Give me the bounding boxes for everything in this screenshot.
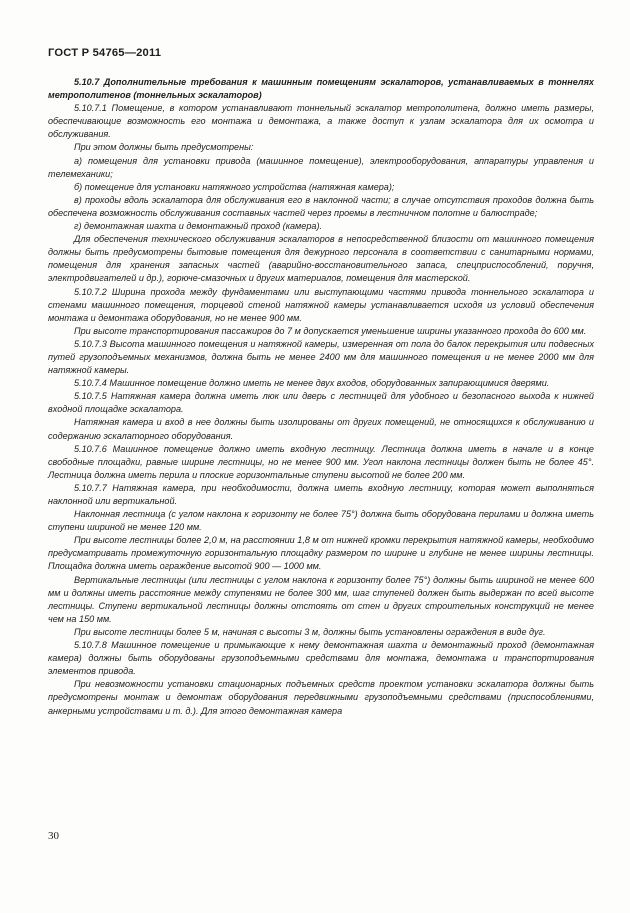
list-item: а) помещения для установки привода (машинное помещение), электрооборудования, аппаратуры управления и телемеханики;	[48, 155, 594, 179]
paragraph: При этом должны быть предусмотрены:	[74, 142, 254, 153]
list-item: г) демонтажная шахта и демонтажный проход (камера).	[74, 221, 323, 232]
paragraph: 5.10.7.8 Машинное помещение и примыкающие к нему демонтажная шахта и демонтажный проход (демонтажная камера) должны быть оборудованы грузоподъемными средствами для монтажа, демонтажа и транспортирования элементов привода.	[48, 640, 594, 677]
paragraph: 5.10.7.2 Ширина прохода между фундаментами или выступающими частями привода тоннельного эскалатора и стенами машинного помещения, торцевой стеной натяжной камеры устанавливается исходя из условий обеспечения монтажа и демонтажа оборудования, но не менее 900 мм.	[48, 286, 594, 323]
paragraph: 5.10.7.4 Машинное помещение должно иметь не менее двух входов, оборудованных запирающимися дверями.	[74, 378, 550, 389]
paragraph: При высоте лестницы более 2,0 м, на расстоянии 1,8 м от нижней кромки перекрытия натяжной камеры, необходимо предусматривать промежуточную горизонтальную площадку размером по ширине и глубине не менее ширины лестницы. Площадка должна иметь ограждение высотой 900 — 1000 мм.	[48, 535, 594, 572]
document-body	[48, 76, 594, 718]
paragraph: Наклонная лестница (с углом наклона к горизонту не более 75°) должна быть оборудована перилами и должна иметь ступени шириной не менее 120 мм.	[48, 509, 594, 533]
paragraph: 5.10.7.5 Натяжная камера должна иметь люк или дверь с лестницей для удобного и безопасного выхода к нижней входной площадке эскалатора.	[48, 391, 594, 415]
paragraph: 5.10.7.6 Машинное помещение должно иметь входную лестницу. Лестница должна иметь в начале и в конце свободные площадки, равные ширине лестницы, но не менее 900 мм. Угол наклона лестницы должен быть не более 45°. Лестница должна иметь перила и плоские горизонтальные ступени высотой не более 200 мм.	[48, 443, 594, 480]
list-item: б) помещение для установки натяжного устройства (натяжная камера);	[74, 181, 395, 192]
paragraph: 5.10.7.3 Высота машинного помещения и натяжной камеры, измеренная от пола до балок перекрытия или подвесных путей грузоподъемных механизмов, должна быть не менее 2400 мм для машинного помещения и не менее 2000 мм для натяжной камеры.	[48, 338, 594, 376]
page-number: 30	[48, 830, 59, 842]
list-item: в) проходы вдоль эскалатора для обслуживания его в наклонной части; в случае отсутствия проходов должна быть обеспечена возможность обслуживания составных частей через проемы в лестничном полотне и балюстраде;	[48, 194, 594, 218]
paragraph: Для обеспечения технического обслуживания эскалаторов в непосредственной близости от машинного помещения должны быть предусмотрены бытовые помещения для дежурного персонала в соответствии с санитарными нормами, помещения для хранения запасных частей (аварийно-восстановительного запаса, спецприспособлений, поручня, электродвигателей и др.), горюче-смазочных и других материалов, помещения для мастерской.	[48, 234, 594, 284]
paragraph: 5.10.7.7 Натяжная камера, при необходимости, должна иметь входную лестницу, которая может выполняться наклонной или вертикальной.	[48, 482, 594, 506]
paragraph: Натяжная камера и вход в нее должны быть изолированы от других помещений, не относящихся к обслуживанию и содержанию эскалаторного оборудования.	[48, 417, 594, 441]
paragraph: При невозможности установки стационарных подъемных средств проектом установки эскалатора должны быть предусмотрены монтаж и демонтаж оборудования передвижными грузоподъемными средствами (приспособлениями, анкерными устройствами и т. д.). Для этого демонтажная камера	[48, 679, 594, 716]
standard-header: ГОСТ Р 54765—2011	[48, 47, 162, 59]
paragraph: При высоте транспортирования пассажиров до 7 м допускается уменьшение ширины указанного прохода до 600 мм.	[74, 325, 587, 336]
paragraph: 5.10.7.1 Помещение, в котором устанавливают тоннельный эскалатор метрополитена, должно иметь размеры, обеспечивающие возможность его монтажа и демонтажа, а также доступ к узлам эскалатора для их осмотра и обслуживания.	[48, 103, 594, 140]
section-heading: 5.10.7 Дополнительные требования к машинным помещениям эскалаторов, устанавливаемых в тоннелях метрополитенов (тоннельных эскалаторов)	[48, 77, 594, 101]
paragraph: При высоте лестницы более 5 м, начиная с высоты 3 м, должны быть установлены ограждения в виде дуг.	[74, 626, 546, 637]
paragraph: Вертикальные лестницы (или лестницы с углом наклона к горизонту более 75°) должны быть шириной не менее 600 мм и должны иметь расстояние между ступенями не более 300 мм, шаг ступеней должен быть выдержан по всей высоте лестницы. Ступени вертикальной лестницы должны отстоять от стен и других строительных конструкций не менее чем на 150 мм.	[48, 574, 594, 624]
